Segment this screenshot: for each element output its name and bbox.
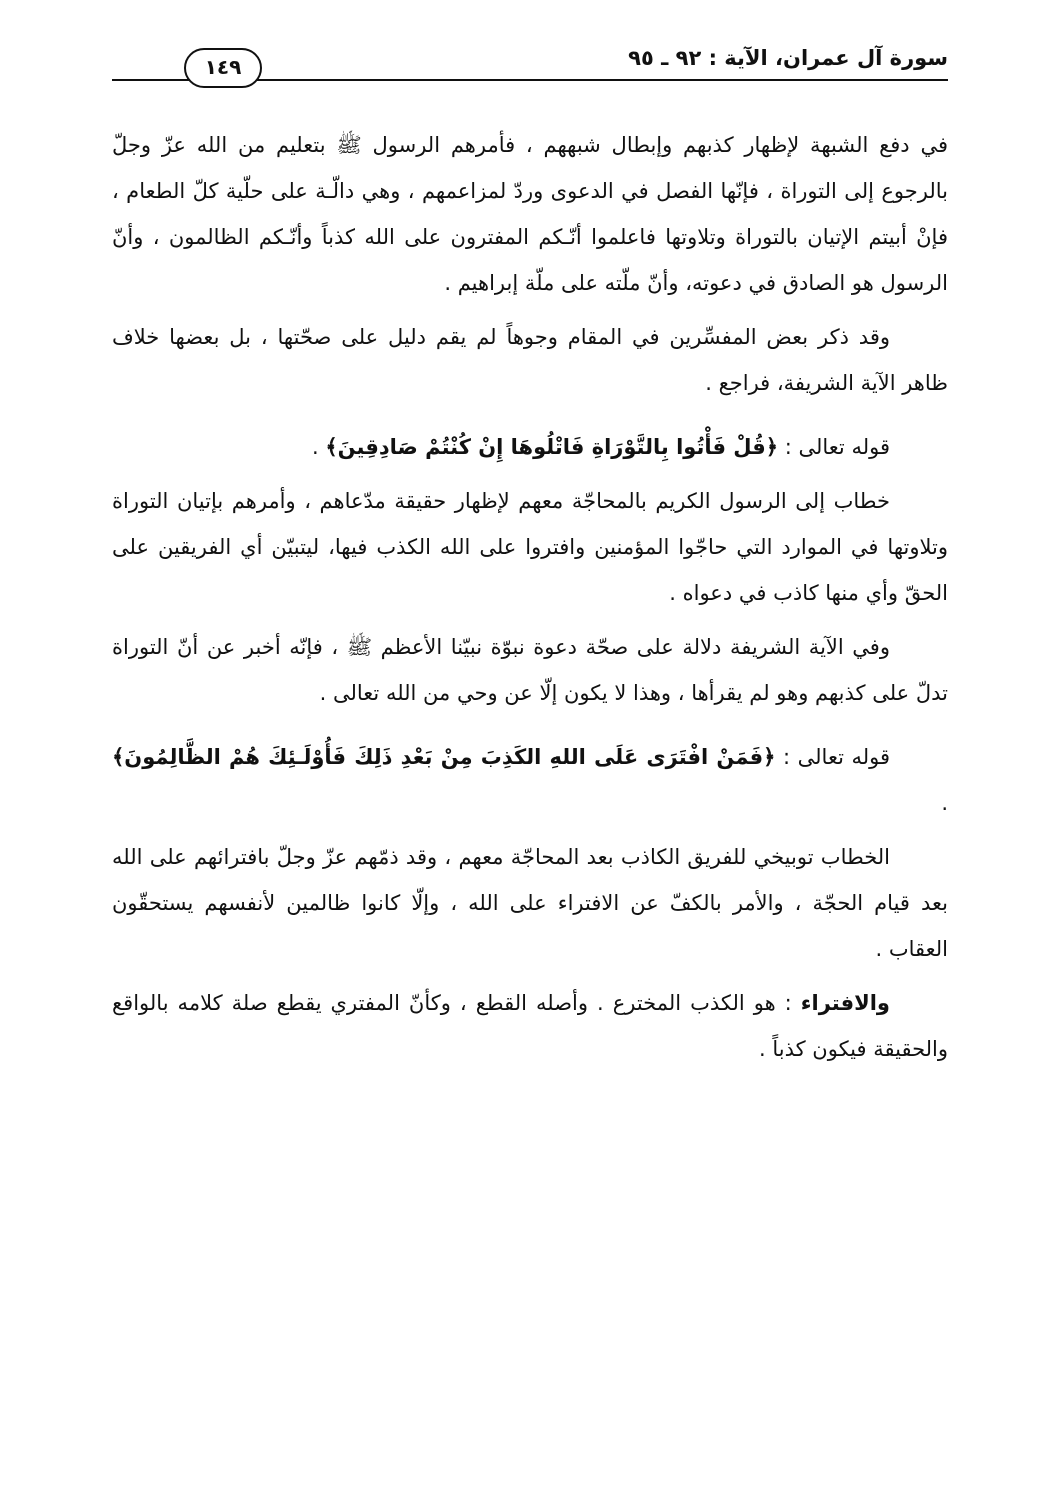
paragraph-1: في دفع الشبهة لإظهار كذبهم وإبطال شبههم ، فأمرهم الرسول ﷺ بتعليم من الله عزّ وجلّ بالرجوع إلى التوراة ، فإنّها الفصل في الدعوى وردّ لمزاعمهم ، وهي دالّـة على حلّية كلّ الطعام ، فإنْ أبيتم الإتيان بالتوراة وتلاوتها فاعلموا أنّـكم المفترون على الله كذباً وأنّـكم الظالمون ، وأنّ الرسول هو الصادق في دعوته، وأنّ ملّته على ملّة إبراهيم . <box>112 133 948 295</box>
paragraph-2: وقد ذكر بعض المفسِّرين في المقام وجوهاً لم يقم دليل على صحّتها ، بل بعضها خلاف ظاهر الآية الشريفة، فراجع . <box>112 325 948 395</box>
paragraph-6 <box>112 980 948 1072</box>
page-number: ١٤٩ <box>184 48 262 88</box>
paragraph-5: الخطاب توبيخي للفريق الكاذب بعد المحاجّة معهم ، وقد ذمّهم عزّ وجلّ بافترائهم على الله بعد قيام الحجّة ، والأمر بالكفّ عن الافتراء على الله ، وإلّا كانوا ظالمين لأنفسهم يستحقّون العقاب . <box>112 845 948 961</box>
paragraph-4: وفي الآية الشريفة دلالة على صحّة دعوة نبوّة نبيّنا الأعظم ﷺ ، فإنّه أخبر عن أنّ التوراة تدلّ على كذبهم وهو لم يقرأها ، وهذا لا يكون إلّا عن وحي من الله تعالى . <box>112 635 948 705</box>
page-header <box>112 42 948 90</box>
verse-2-intro: قوله تعالى : <box>775 745 891 769</box>
verse-2-end: . <box>941 791 948 815</box>
verse-1-text: ﴿قُلْ فَأْتُوا بِالتَّوْرَاةِ فَاتْلُوهَا إِنْ كُنْتُمْ صَادِقِينَ﴾ <box>325 435 779 459</box>
defined-term: والافتراء <box>800 991 890 1015</box>
verse-2-text: ﴿فَمَنْ افْتَرَى عَلَى اللهِ الكَذِبَ مِنْ بَعْدِ ذَلِكَ فَأُوْلَـئِكَ هُمْ الظَّالِمُونَ﴾ <box>112 745 776 769</box>
paragraph-3: خطاب إلى الرسول الكريم بالمحاجّة معهم لإظهار حقيقة مدّعاهم ، وأمرهم بإتيان التوراة وتلاوتها في الموارد التي حاجّوا المؤمنين وافتروا على الله الكذب فيها، ليتبيّن أي الفريقين على الحقّ وأي منها كاذب في دعواه . <box>112 489 948 605</box>
verse-1-intro: قوله تعالى : <box>778 435 890 459</box>
definition-text: : هو الكذب المخترع . وأصله القطع ، وكأنّ المفتري يقطع صلة كلامه بالواقع والحقيقة فيكون كذباً . <box>112 991 948 1061</box>
running-title: سورة آل عمران، الآية : ٩٢ ـ ٩٥ <box>628 46 948 70</box>
page-body <box>112 122 948 1080</box>
verse-1 <box>112 424 948 470</box>
verse-2 <box>112 734 948 826</box>
verse-1-end: . <box>311 435 326 459</box>
